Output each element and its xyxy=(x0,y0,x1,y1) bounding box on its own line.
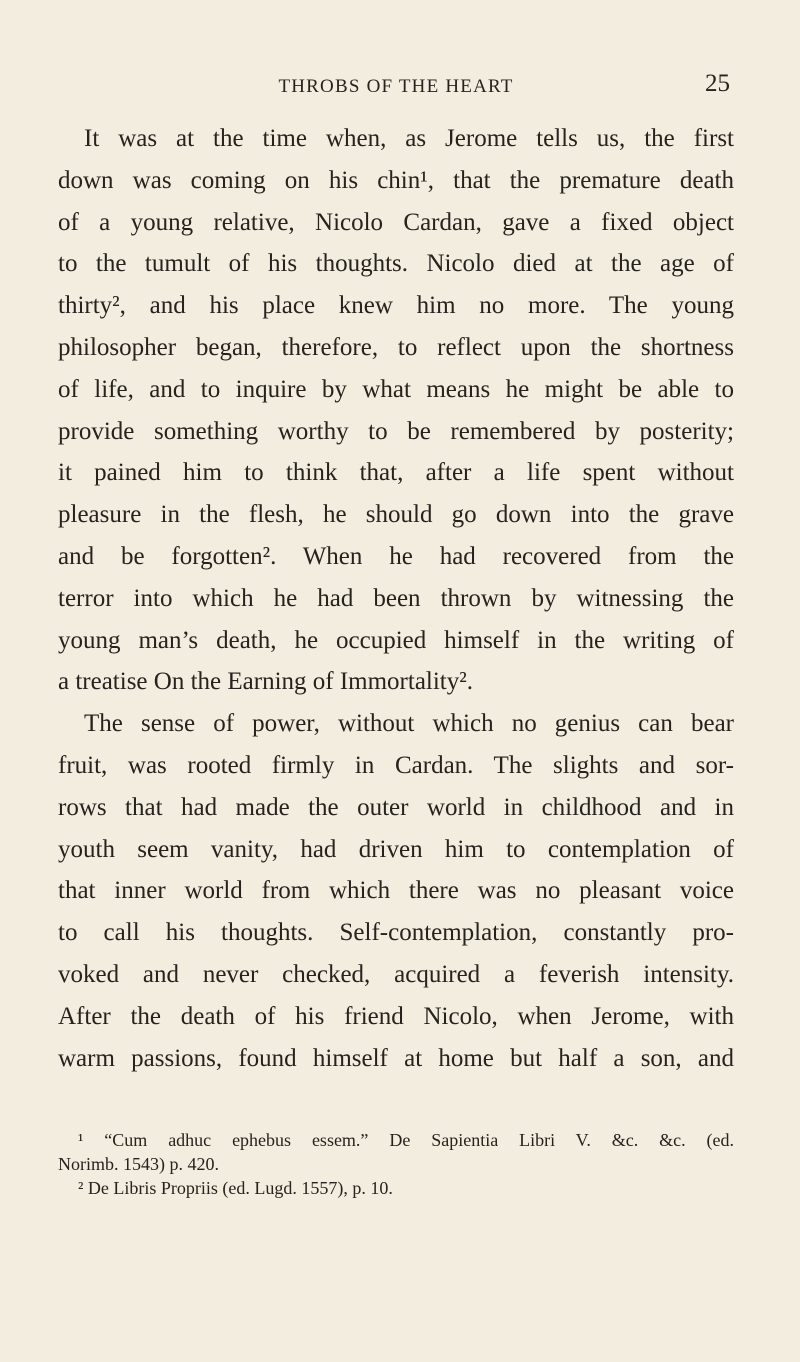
text-line: it pained him to think that, after a life spent without xyxy=(58,459,734,487)
text-line: to call his thoughts. Self-contemplation, constantly pro- xyxy=(58,919,734,947)
text-line: of a young relative, Nicolo Cardan, gave a fixed object xyxy=(58,208,734,236)
page-header xyxy=(60,70,732,110)
text-line: down was coming on his chin¹, that the premature death xyxy=(58,166,734,194)
running-title: THROBS OF THE HEART xyxy=(278,76,514,97)
text-line: It was at the time when, as Jerome tells us, the first xyxy=(84,125,734,152)
text-line: young man’s death, he occupied himself in the writing of xyxy=(58,626,734,654)
text-line: philosopher began, therefore, to reflect upon the shortness xyxy=(58,333,734,361)
footnotes xyxy=(58,1128,734,1200)
text-line: rows that had made the outer world in childhood and in xyxy=(58,793,734,821)
text-line: youth seem vanity, had driven him to contemplation of xyxy=(58,835,734,863)
text-line: pleasure in the flesh, he should go down into the grave xyxy=(58,501,734,529)
text-line: thirty², and his place knew him no more. The young xyxy=(58,292,734,320)
text-line: a treatise On the Earning of Immortality². xyxy=(58,668,474,696)
page-number: 25 xyxy=(705,70,730,97)
text-line: voked and never checked, acquired a feverish intensity. xyxy=(58,960,734,988)
text-line: provide something worthy to be remembered by posterity; xyxy=(58,417,734,445)
text-line: fruit, was rooted firmly in Cardan. The slights and sor- xyxy=(58,751,734,779)
text-line: of life, and to inquire by what means he might be able to xyxy=(58,375,734,403)
body-text xyxy=(58,118,734,1079)
footnote-line: Norimb. 1543) p. 420. xyxy=(58,1154,219,1174)
text-line: terror into which he had been thrown by witnessing the xyxy=(58,584,734,612)
footnote-line: ² De Libris Propriis (ed. Lugd. 1557), p. 10. xyxy=(78,1178,393,1198)
text-line: After the death of his friend Nicolo, when Jerome, with xyxy=(58,1002,734,1030)
footnote-line: ¹ “Cum adhuc ephebus essem.” De Sapientia Libri V. &c. &c. (ed. xyxy=(78,1130,734,1150)
text-line: that inner world from which there was no pleasant voice xyxy=(58,877,734,905)
text-line: and be forgotten². When he had recovered from the xyxy=(58,542,734,570)
text-line: warm passions, found himself at home but half a son, and xyxy=(58,1044,734,1072)
text-line: The sense of power, without which no genius can bear xyxy=(84,710,734,738)
text-line: to the tumult of his thoughts. Nicolo died at the age of xyxy=(58,250,734,278)
